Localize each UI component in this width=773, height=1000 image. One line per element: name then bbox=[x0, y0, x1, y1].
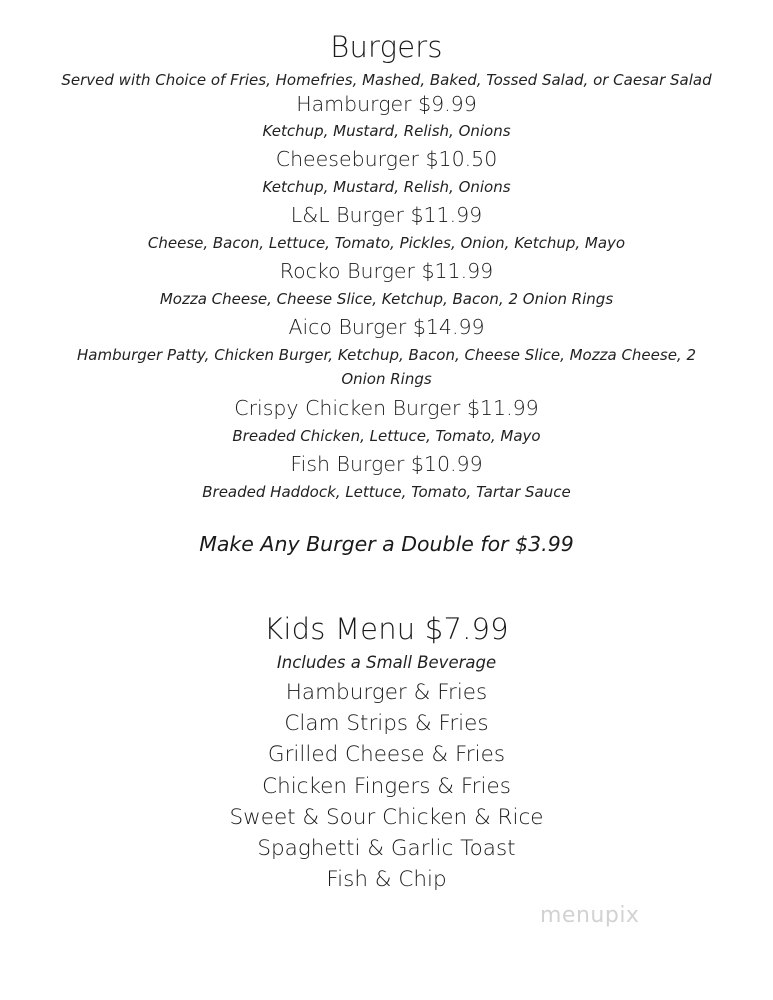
kids-item: Hamburger & Fries bbox=[285, 680, 488, 705]
menu-item-description: Mozza Cheese, Cheese Slice, Ketchup, Bacon, 2 Onion Rings bbox=[159, 290, 614, 308]
kids-menu-heading: Kids Menu $7.99 bbox=[264, 612, 509, 646]
menu-item-description: Breaded Haddock, Lettuce, Tomato, Tartar Sauce bbox=[202, 483, 571, 501]
menu-item-description: Cheese, Bacon, Lettuce, Tomato, Pickles, Onion, Ketchup, Mayo bbox=[147, 234, 626, 252]
menu-item-fish-burger: Fish Burger $10.99 bbox=[290, 452, 483, 476]
kids-item: Spaghetti & Garlic Toast bbox=[257, 836, 516, 861]
burgers-subtitle: Served with Choice of Fries, Homefries, Mashed, Baked, Tossed Salad, or Caesar Salad bbox=[61, 71, 712, 89]
menu-item-ll-burger: L&L Burger $11.99 bbox=[290, 203, 483, 227]
kids-item: Chicken Fingers & Fries bbox=[262, 774, 511, 799]
burgers-heading: Burgers bbox=[330, 30, 443, 64]
kids-menu-subtitle: Includes a Small Beverage bbox=[276, 653, 497, 672]
menu-item-aico-burger: Aico Burger $14.99 bbox=[288, 315, 485, 339]
menu-item-description-continued: Onion Rings bbox=[341, 370, 432, 388]
kids-item: Grilled Cheese & Fries bbox=[267, 742, 506, 767]
double-burger-note: Make Any Burger a Double for $3.99 bbox=[199, 532, 574, 556]
menu-item-hamburger: Hamburger $9.99 bbox=[296, 92, 477, 116]
menu-item-cheeseburger: Cheeseburger $10.50 bbox=[275, 147, 498, 171]
menu-item-description: Ketchup, Mustard, Relish, Onions bbox=[262, 178, 511, 196]
menu-item-description: Breaded Chicken, Lettuce, Tomato, Mayo bbox=[232, 427, 541, 445]
menupix-watermark: menupix bbox=[540, 903, 640, 928]
menu-item-description: Ketchup, Mustard, Relish, Onions bbox=[262, 122, 511, 140]
kids-item: Fish & Chip bbox=[326, 867, 447, 892]
kids-item: Sweet & Sour Chicken & Rice bbox=[229, 805, 544, 830]
menu-item-description: Hamburger Patty, Chicken Burger, Ketchup, Bacon, Cheese Slice, Mozza Cheese, 2 bbox=[76, 346, 697, 364]
kids-item: Clam Strips & Fries bbox=[284, 711, 489, 736]
menu-item-crispy-chicken-burger: Crispy Chicken Burger $11.99 bbox=[234, 396, 539, 420]
menu-item-rocko-burger: Rocko Burger $11.99 bbox=[279, 259, 494, 283]
